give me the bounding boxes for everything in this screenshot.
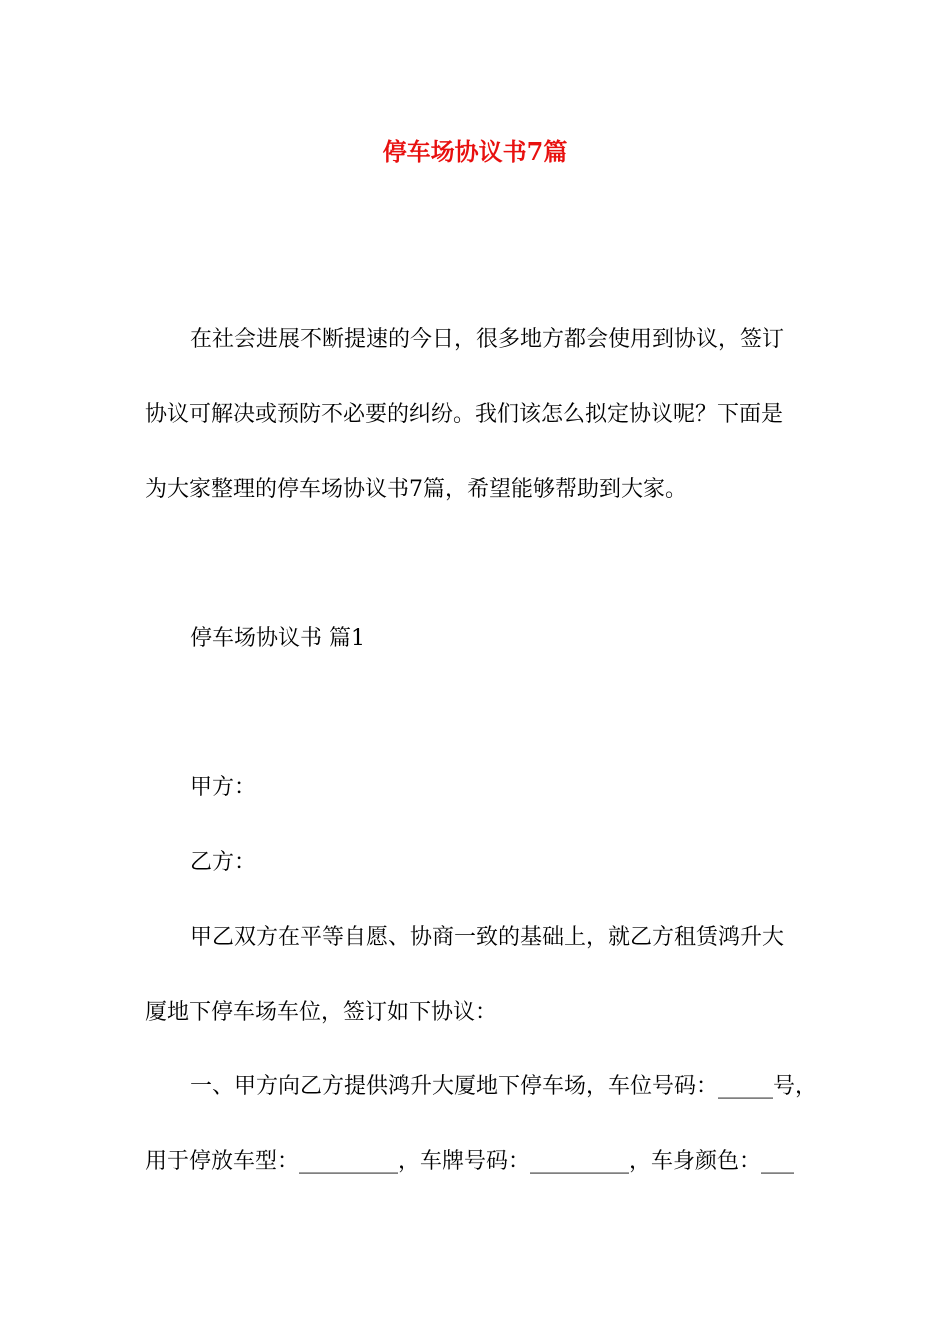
preamble-line-1: 甲乙双方在平等自愿、协商一致的基础上，就乙方租赁鸿升大 bbox=[190, 925, 785, 950]
clause-1-line-1: 一、甲方向乙方提供鸿升大厦地下停车场，车位号码：_____号， bbox=[190, 1074, 818, 1099]
document-title: 停车场协议书7篇 bbox=[382, 137, 568, 166]
clause-1-line-2: 用于停放车型：_________，车牌号码：_________，车身颜色：___ bbox=[145, 1149, 795, 1174]
section-heading: 停车场协议书 篇1 bbox=[190, 626, 365, 651]
intro-line-3: 为大家整理的停车场协议书7篇，希望能够帮助到大家。 bbox=[145, 477, 687, 502]
party-a-label: 甲方： bbox=[190, 775, 257, 800]
intro-line-1: 在社会进展不断提速的今日，很多地方都会使用到协议，签订 bbox=[190, 327, 785, 352]
preamble-line-2: 厦地下停车场车位，签订如下协议： bbox=[145, 1000, 498, 1025]
intro-line-2: 协议可解决或预防不必要的纠纷。我们该怎么拟定协议呢？下面是 bbox=[145, 402, 784, 427]
party-b-label: 乙方： bbox=[190, 850, 257, 875]
